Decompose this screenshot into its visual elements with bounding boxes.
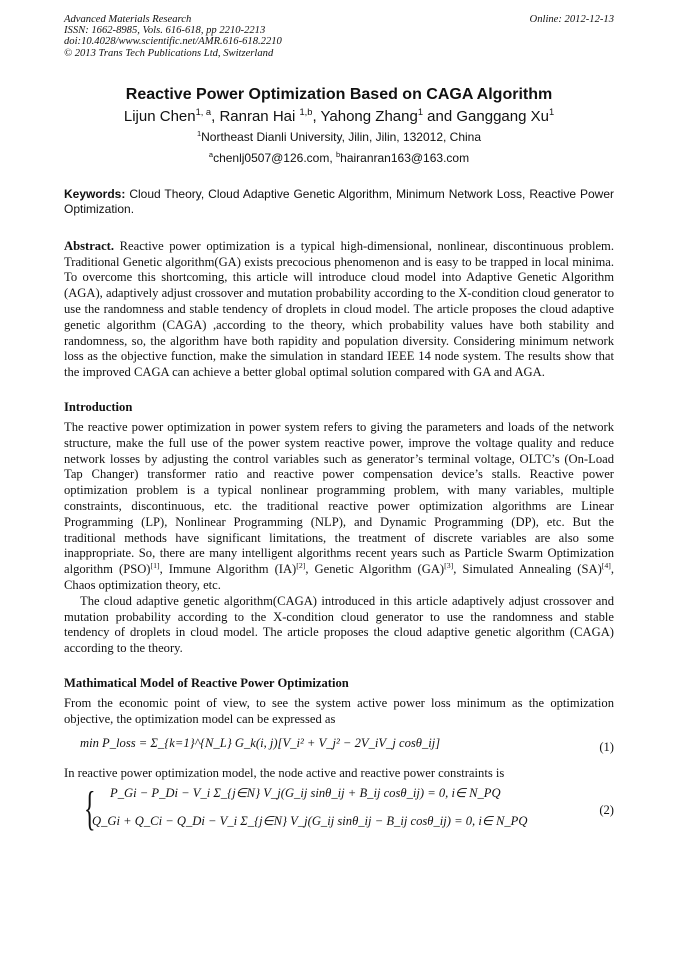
keywords	[64, 187, 614, 217]
emails	[64, 151, 614, 165]
author-name: Lijun Chen	[123, 107, 196, 125]
email-sup: a	[208, 149, 214, 159]
abstract-label: Abstract.	[64, 238, 115, 253]
text: The reactive power optimization in power system refers to giving the parameters and loads of the network structure, make the full use of the power system reactive power, improve the voltage quality and reduce network losses by adjusting the control variables such as generator’s terminal voltage, OLTC’s (On-Load Tap Changer) transformer ratio and reactive power compensation device’s stalls. Reactive power optimization problem is a typical nonlinear programming problem, with many variables, multiple constraints, discontinuous, etc. the traditional reactive power optimization algorithms are Linear Programming (LP), Nonlinear Programming (NLP), and Dynamic Programming (DP), etc. But the traditional methods have significant limitations, the treatment of discrete variables are also some inappropriate. So, there are many intelligent algorithms recent years such as Particle Swarm Optimization algorithm (PSO)	[64, 419, 614, 577]
author-list	[64, 108, 614, 125]
equation-1-body: min P_loss = Σ_{k=1}^{N_L} G_k(i, j)[V_i² + V_j² − 2V_iV_j cosθ_ij]	[80, 735, 441, 750]
brace: {	[84, 782, 96, 836]
section-heading: Introduction	[64, 399, 133, 414]
journal-header	[64, 14, 614, 59]
model-paragraph-2: In reactive power optimization model, the node active and reactive power constraints is	[64, 765, 505, 780]
text: , Simulated Annealing (SA)	[453, 562, 602, 577]
author-sup: 1, a	[195, 106, 212, 117]
author-sup: 1	[548, 106, 555, 117]
citation[interactable]: [2]	[296, 560, 306, 570]
affil-text: Northeast Dianli University, Jilin, Jilin, 132012, China	[201, 129, 482, 144]
equation-number: (1)	[599, 739, 614, 754]
email[interactable]: chenlj0507@126.com,	[213, 150, 336, 165]
email-sup: b	[336, 149, 341, 159]
keywords-text: Cloud Theory, Cloud Adaptive Genetic Algorithm, Minimum Network Loss, Reactive Power Optimization.	[64, 186, 614, 216]
separator: ,	[312, 107, 321, 125]
author-name: Ranran Hai	[219, 107, 300, 125]
issn: ISSN: 1662-8985, Vols. 616-618, pp 2210-2213	[64, 25, 266, 37]
equation-2-line-2: Q_Gi + Q_Ci − Q_Di − V_i Σ_{j∈N} V_j(G_ij sinθ_ij − B_ij cosθ_ij) = 0, i∈ N_PQ	[92, 814, 528, 829]
text: , Genetic Algorithm (GA)	[305, 562, 445, 577]
journal-name: Advanced Materials Research	[64, 14, 192, 25]
citation[interactable]: [4]	[601, 560, 611, 570]
online-date: Online: 2012-12-13	[529, 14, 614, 25]
author-name: Ganggang Xu	[456, 107, 549, 125]
affiliation	[64, 130, 614, 144]
affil-sup: 1	[196, 128, 202, 138]
abstract	[64, 239, 614, 381]
citation[interactable]: [1]	[150, 560, 160, 570]
author-name: Yahong Zhang	[320, 107, 418, 125]
text: , Chaos optimization theory, etc.	[64, 562, 615, 592]
equation-1	[64, 730, 614, 764]
paper-title: Reactive Power Optimization Based on CAGA Algorithm	[125, 85, 553, 103]
author-sup: 1,b	[299, 106, 313, 117]
email[interactable]: hairanran163@163.com	[340, 150, 470, 165]
doi: doi:10.4028/www.scientific.net/AMR.616-618.2210	[64, 36, 282, 48]
equation-2	[64, 781, 614, 845]
keywords-label: Keywords:	[64, 186, 126, 201]
copyright: © 2013 Trans Tech Publications Ltd, Switzerland	[64, 47, 274, 59]
separator: and	[423, 107, 457, 125]
section-heading: Mathimatical Model of Reactive Power Optimization	[64, 675, 349, 690]
paper-page	[64, 14, 614, 845]
citation[interactable]: [3]	[444, 560, 454, 570]
equation-number: (2)	[599, 803, 614, 818]
abstract-text: Reactive power optimization is a typical high-dimensional, nonlinear, discontinuous problem. Traditional Genetic algorithm(GA) exists precocious phenomenon and is easy to be trapped in local minima. To overcome this shortcoming, this article will introduce cloud model into Adaptive Genetic Algorithm (AGA), adaptively adjust crossover and mutation probability according to the X-condition cloud generator to use the randomness and stable tendency of droplets in cloud model. The article proposes the cloud adaptive genetic algorithm (CAGA) ,according to the theory, which probability values have both stability and randomness, so, the algorithm have both rapidity and population diversity. Considering minimum network loss as the objective function, make the simulation in standard IEEE 14 node system. The results show that the improved CAGA can achieve a better global optimal solution compared with GA and AGA.	[64, 238, 614, 380]
text: , Immune Algorithm (IA)	[159, 562, 297, 577]
equation-2-line-1: P_Gi − P_Di − V_i Σ_{j∈N} V_j(G_ij sinθ_ij + B_ij cosθ_ij) = 0, i∈ N_PQ	[110, 786, 501, 801]
intro-paragraph-2: The cloud adaptive genetic algorithm(CAGA) introduced in this article adaptively adjust crossover and mutation probability according to the X-condition cloud generator to use the randomness and stable tendency of droplets in cloud model. The article proposes the cloud adaptive genetic algorithm (CAGA) according to the theory.	[64, 593, 614, 656]
intro-paragraph	[64, 420, 614, 594]
author-sup: 1	[417, 106, 423, 117]
model-paragraph: From the economic point of view, to see the system active power loss minimum as the optimization objective, the optimization model can be expressed as	[64, 695, 614, 726]
separator: ,	[211, 107, 220, 125]
